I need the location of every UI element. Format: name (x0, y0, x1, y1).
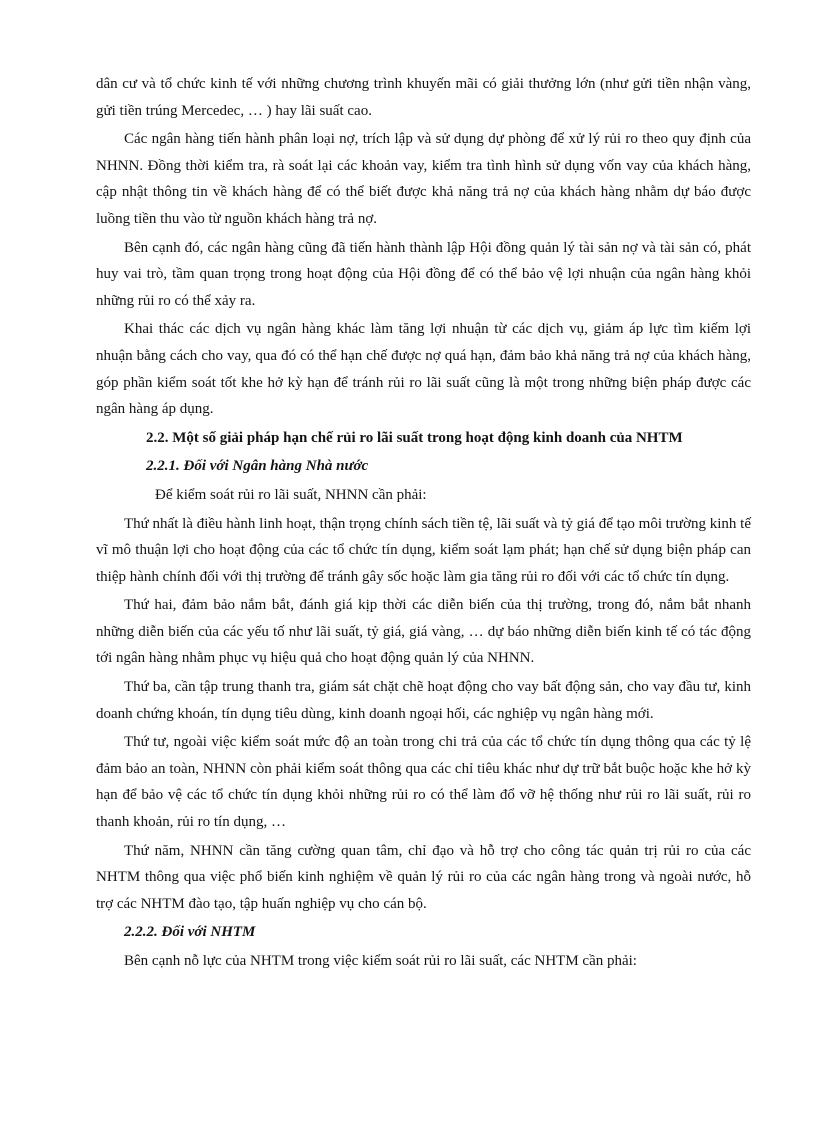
measure-paragraph: Thứ ba, cần tập trung thanh tra, giám sát chặt chẽ hoạt động cho vay bất động sản, cho vay đầu tư, kinh doanh chứng khoán, tín dụng tiêu dùng, kinh doanh ngoại hối, các nghiệp vụ ngân hàng mới. (96, 679, 751, 722)
measure-paragraph: Thứ hai, đảm bảo nắm bắt, đánh giá kịp thời các diễn biến của thị trường, trong đó, nắm bắt nhanh những diễn biến của các yếu tố như lãi suất, tỷ giá, giá vàng, … dự báo những diễn biến kinh tế có tác động tới ngân hàng nhằm phục vụ hiệu quả cho hoạt động quản lý của NHNN. (96, 597, 751, 667)
intro-paragraph: Bên cạnh nỗ lực của NHTM trong việc kiểm soát rủi ro lãi suất, các NHTM cần phải: (124, 953, 637, 969)
measure-paragraph: Thứ tư, ngoài việc kiểm soát mức độ an toàn trong chi trả của các tổ chức tín dụng thông qua các tỷ lệ đảm bảo an toàn, NHNN còn phải kiểm soát thông qua các chỉ tiêu khác như dự trữ bắt buộc hoặc khe hở kỳ hạn để bảo vệ các tổ chức tín dụng khỏi những rủi ro có thể làm đổ vỡ hệ thống như rủi ro lãi suất, rủi ro thanh khoản, rủi ro tín dụng, … (96, 734, 751, 831)
measure-paragraph: Thứ năm, NHNN cần tăng cường quan tâm, chỉ đạo và hỗ trợ cho công tác quản trị rủi ro của các NHTM thông qua việc phổ biến kinh nghiệm về quản lý rủi ro của các ngân hàng trong và ngoài nước, hỗ trợ các NHTM đào tạo, tập huấn nghiệp vụ cho cán bộ. (96, 842, 751, 912)
measure-paragraph: Thứ nhất là điều hành linh hoạt, thận trọng chính sách tiền tệ, lãi suất và tỷ giá để tạo môi trường kinh tế vĩ mô thuận lợi cho hoạt động của các tổ chức tín dụng, kiểm soát lạm phát; hạn chế sử dụng biện pháp can thiệp hành chính đối với thị trường để tránh gây sốc hoặc làm gia tăng rủi ro đối với các tổ chức tín dụng. (96, 515, 751, 585)
section-heading: 2.2. Một số giải pháp hạn chế rủi ro lãi suất trong hoạt động kinh doanh của NHTM (146, 429, 683, 446)
paragraph: Khai thác các dịch vụ ngân hàng khác làm tăng lợi nhuận từ các dịch vụ, giảm áp lực tìm kiếm lợi nhuận bằng cách cho vay, qua đó có thể hạn chế được nợ quá hạn, đảm bảo khả năng trả nợ của khách hàng, góp phần kiểm soát tốt khe hở kỳ hạn để tránh rủi ro lãi suất cũng là một trong những biện pháp được các ngân hàng áp dụng. (96, 321, 751, 418)
intro-paragraph: Để kiểm soát rủi ro lãi suất, NHNN cần phải: (155, 486, 427, 503)
paragraph: Các ngân hàng tiến hành phân loại nợ, trích lập và sử dụng dự phòng để xử lý rủi ro theo quy định của NHNN. Đồng thời kiểm tra, rà soát lại các khoản vay, kiểm tra tình hình sử dụng vốn vay của khách hàng, cập nhật thông tin về khách hàng để có thể biết được khả năng trả nợ của khách hàng nhằm dự báo được luồng tiền thu vào từ nguồn khách hàng trả nợ. (96, 131, 751, 227)
paragraph: Bên cạnh đó, các ngân hàng cũng đã tiến hành thành lập Hội đồng quản lý tài sản nợ và tài sản có, phát huy vai trò, tầm quan trọng trong hoạt động của Hội đồng để có thể bảo vệ lợi nhuận của ngân hàng khỏi những rủi ro có thể xảy ra. (96, 239, 751, 309)
document-body (96, 71, 751, 977)
subsection-heading-state-bank: 2.2.1. Đối với Ngân hàng Nhà nước (146, 458, 369, 475)
paragraph: dân cư và tổ chức kinh tế với những chương trình khuyến mãi có giải thưởng lớn (như gửi tiền nhận vàng, gửi tiền trúng Mercedec, … ) hay lãi suất cao. (96, 76, 751, 119)
subsection-heading-commercial-banks: 2.2.2. Đối với NHTM (124, 924, 256, 941)
